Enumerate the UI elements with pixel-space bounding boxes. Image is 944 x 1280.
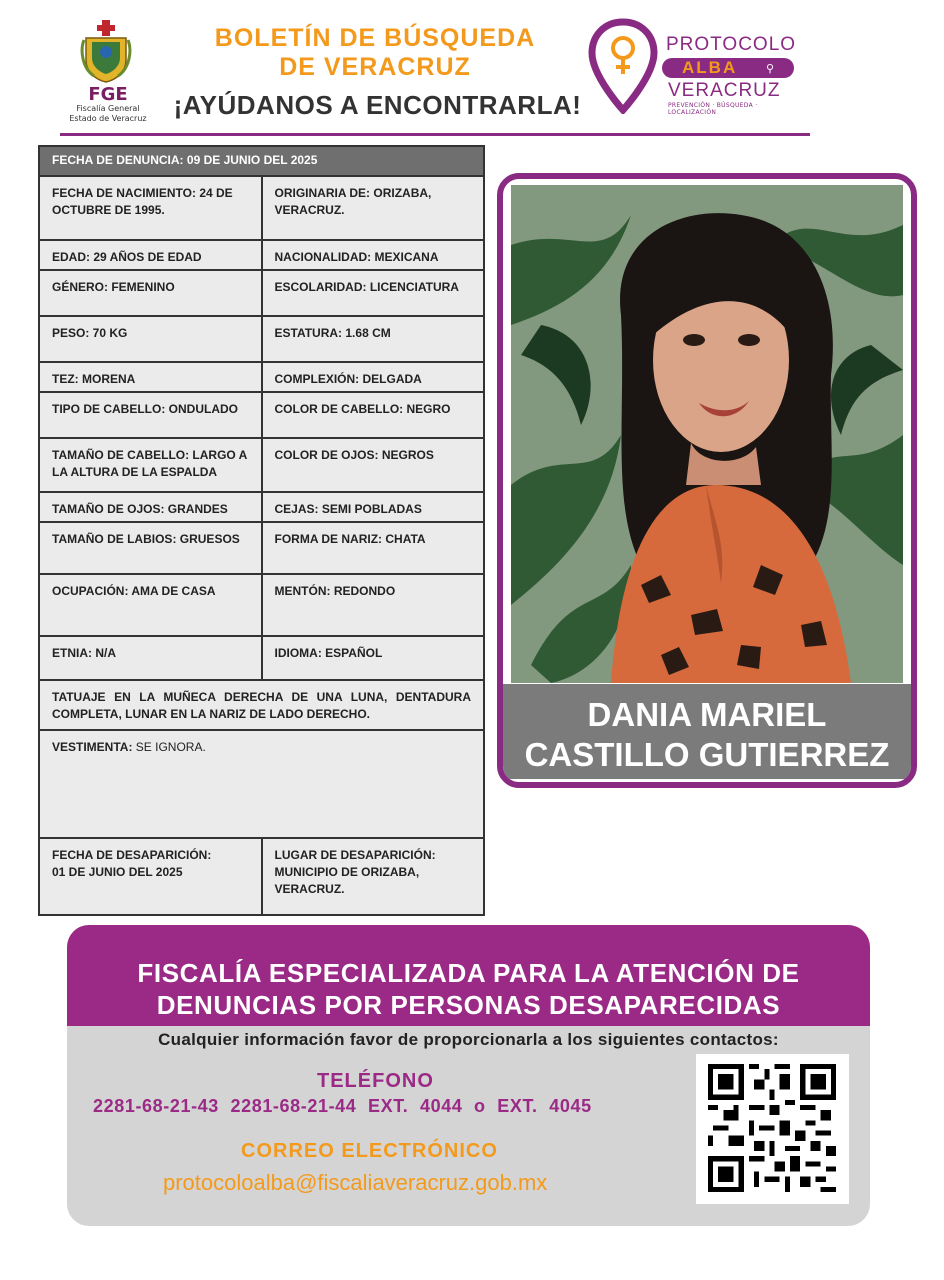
table-row: TEZ: MORENA COMPLEXIÓN: DELGADA	[40, 363, 483, 393]
distinguishing-marks-row	[40, 681, 483, 731]
disappearance-row	[40, 839, 483, 914]
help-headline: ¡AYÚDANOS A ENCONTRARLA!	[173, 90, 582, 120]
fge-logo	[60, 14, 156, 124]
protocolo-alba-logo: PROTOCOLO ALBA ⚲ VERACRUZ PREVENCIÓN · BÚSQUEDA · LOCALIZACIÓN	[588, 18, 803, 118]
person-first-names: DANIA MARIEL	[587, 696, 827, 733]
header-divider	[60, 133, 810, 136]
clothing: VESTIMENTA: SE IGNORA.	[52, 740, 206, 754]
qr-code-card[interactable]	[696, 1054, 849, 1204]
bulletin-title: BOLETÍN DE BÚSQUEDA DE VERACRUZ	[214, 24, 536, 81]
complaint-date: FECHA DE DENUNCIA: 09 DE JUNIO DEL 2025	[52, 153, 318, 167]
distinguishing-marks: TATUAJE EN LA MUÑECA DERECHA DE UNA LUNA, DENTADURA COMPLETA, LUNAR EN LA NARIZ DE LADO DERECHO.	[52, 690, 471, 721]
phone-heading: TELÉFONO	[317, 1070, 434, 1092]
table-row: PESO: 70 KG ESTATURA: 1.68 CM	[40, 317, 483, 363]
person-photo	[511, 185, 903, 683]
table-row: TIPO DE CABELLO: ONDULADO COLOR DE CABELLO: NEGRO	[40, 393, 483, 439]
table-row: GÉNERO: FEMENINO ESCOLARIDAD: LICENCIATURA	[40, 271, 483, 317]
coat-of-arms-icon	[80, 18, 132, 84]
table-row: TAMAÑO DE OJOS: GRANDES CEJAS: SEMI POBLADAS	[40, 493, 483, 523]
email-link[interactable]: protocoloalba@fiscaliaveracruz.gob.mx	[163, 1170, 548, 1195]
email-heading: CORREO ELECTRÓNICO	[241, 1140, 498, 1162]
contact-panel	[67, 1026, 870, 1226]
qr-code-icon	[708, 1064, 836, 1192]
table-row: ETNIA: N/A IDIOMA: ESPAÑOL	[40, 637, 483, 681]
clothing-row	[40, 731, 483, 839]
table-row: TAMAÑO DE CABELLO: LARGO A LA ALTURA DE LA ESPALDA COLOR DE OJOS: NEGROS	[40, 439, 483, 493]
photo-frame	[497, 173, 917, 788]
table-row: FECHA DE NACIMIENTO: 24 DE OCTUBRE DE 1995. ORIGINARIA DE: ORIZABA, VERACRUZ.	[40, 177, 483, 241]
disappearance-place: LUGAR DE DESAPARICIÓN: MUNICIPIO DE ORIZABA, VERACRUZ.	[261, 839, 484, 914]
fge-acronym: FGE	[88, 84, 128, 105]
fge-subtitle: Fiscalía General Estado de Veracruz	[69, 104, 147, 123]
magnifier-icon: ⚲	[766, 62, 775, 75]
table-row: EDAD: 29 AÑOS DE EDAD NACIONALIDAD: MEXICANA	[40, 241, 483, 271]
location-pin-icon	[588, 18, 658, 114]
complaint-date-row	[40, 147, 483, 177]
contact-intro: Cualquier información favor de proporcionarla a los siguientes contactos:	[158, 1030, 779, 1049]
disappearance-date: FECHA DE DESAPARICIÓN: 01 DE JUNIO DEL 2025	[52, 848, 212, 879]
table-row: OCUPACIÓN: AMA DE CASA MENTÓN: REDONDO	[40, 575, 483, 637]
name-band	[503, 684, 911, 779]
agency-banner: FISCALÍA ESPECIALIZADA PARA LA ATENCIÓN DE DENUNCIAS POR PERSONAS DESAPARECIDAS	[67, 925, 870, 1028]
missing-person-data-sheet	[38, 145, 485, 916]
person-surnames: CASTILLO GUTIERREZ	[524, 736, 890, 773]
phone-numbers[interactable]: 2281-68-21-43 2281-68-21-44 EXT. 4044 o EXT. 4045	[93, 1096, 592, 1116]
table-row: TAMAÑO DE LABIOS: GRUESOS FORMA DE NARIZ: CHATA	[40, 523, 483, 575]
